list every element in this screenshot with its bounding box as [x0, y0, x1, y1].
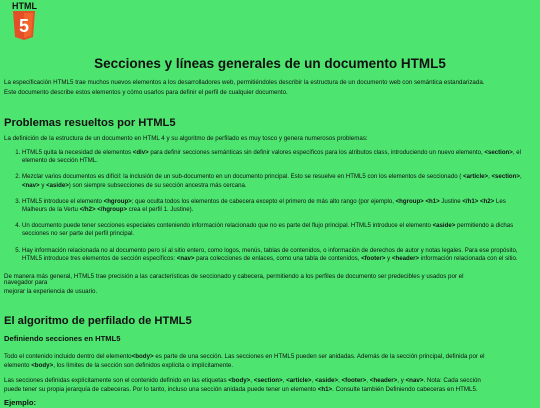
problems-heading: Problemas resueltos por HTML5 — [4, 117, 176, 129]
logo-glyph: 5 — [18, 16, 30, 36]
sections-subheading: Definiendo secciones en HTML5 — [4, 334, 121, 343]
list-item: 5. Hay información relacionada no al documento pero sí al sitio entero, como logos, menús, tablas de contenidos, o información de derechos de autor y notas legales. Para ese propósito, HTML5 introduce tres elementos de sección específicos: <nav> para colecciones de enlaces, como una tabla de contenidos, <footer> y <header> información relacionada con el sitio. — [22, 247, 532, 263]
problems-list — [4, 149, 532, 271]
summary-overlap-word: navegador para — [4, 279, 48, 286]
html5-logo — [12, 1, 36, 43]
summary-line-1: De manera más general, HTML5 trae precisión a las características de seccionado y cabecera, permitiendo a los perfiles de documento ser predecibles y usados por el — [4, 273, 464, 280]
algorithm-heading: El algoritmo de perfilado de HTML5 — [4, 315, 192, 327]
list-item: 1. HTML5 quita la necesidad de elementos <div> para definir secciones semánticas sin definir valores específicos para los atributos class, introduciendo un nuevo elemento, <section>, el elemento de sección HTML. — [22, 149, 532, 165]
intro-line-2: Este documento describe estos elementos y cómo usarlos para definir el perfil de cualquier documento. — [4, 89, 288, 96]
list-item: 3. HTML5 introduce el elemento <hgroup>; que oculta todos los elementos de cabecera excepto el primero de más alto rango (por ejemplo, <hgroup> <h1> Justine </h1> <h2> Les Malheurs de la Vertu </h2> </hgroup> crea el perfil 1. Justine). — [22, 198, 532, 214]
sections-para1-line2: elemento <body>, los límites de la sección son definidos explícita o implícitamente. — [4, 362, 234, 369]
sections-para2-line1: Las secciones definidas explícitamente son el contenido definido en las etiquetas <body>, <section>, <article>, <aside>, <footer>, <header>, y <nav>. Nota: Cada sección — [4, 377, 481, 384]
logo-word: HTML — [12, 1, 37, 11]
sections-para1-line1: Todo el contenido incluido dentro del elemento<body> es parte de una sección. Las secciones en HTML5 pueden ser anidadas. Además de la sección principal, definida por el — [4, 353, 485, 360]
sections-para2-line2: puede tener su propia jerarquía de cabeceras. Por lo tanto, incluso una sección anidada puede tener un elemento <h1>. Consulte también Definiendo cabeceras en HTML5. — [4, 386, 478, 393]
problems-lead: La definición de la estructura de un documento en HTML 4 y su algoritmo de perfilado es muy tosco y genera numerosos problemas: — [4, 135, 368, 142]
html5-shield-icon — [12, 11, 36, 41]
list-item: 4. Un documento puede tener secciones especiales conteniendo información relacionado que no es parte del flujo principal. HTML5 introduce el elemento <aside> permitiendo a dichas secciones no ser parte del perfil principal. — [22, 222, 532, 238]
list-item: 2. Mezclar varios documentos es difícil: la inclusión de un sub-documento en un documento principal. Esto se resuelve en HTML5 con los elementos de seccionado ( <article>, <section>, <nav> y <aside>) son siempre subsecciones de su sección ancestra más cercana. — [22, 173, 532, 189]
page-title: Secciones y líneas generales de un documento HTML5 — [94, 56, 446, 71]
summary-line-2: mejorar la experiencia de usuario. — [4, 288, 98, 295]
intro-line-1: La especificación HTML5 trae muchos nuevos elementos a los desarrolladores web, permitiéndoles describir la estructura de un documento web con semántica estandarizada. — [4, 79, 485, 86]
example-label: Ejemplo: — [4, 398, 37, 407]
